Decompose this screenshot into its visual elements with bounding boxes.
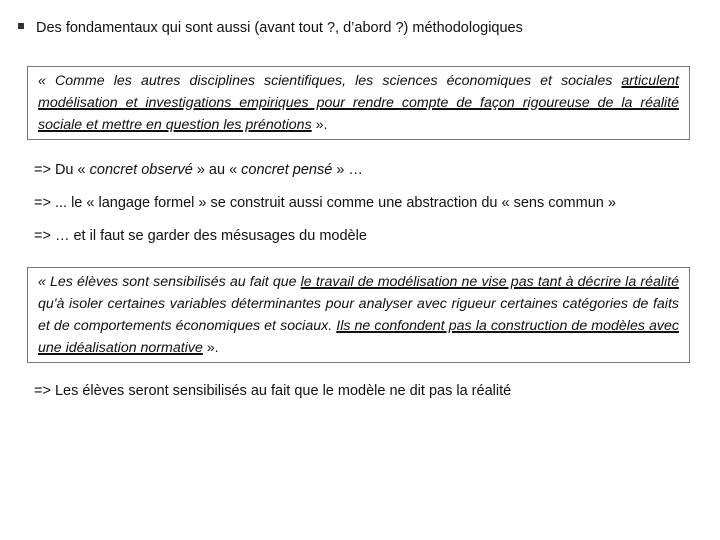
line-text-concret-observe: concret observé — [89, 162, 193, 178]
line-concret — [34, 162, 363, 178]
quote-box-2 — [27, 267, 690, 363]
title-text: Des fondamentaux qui sont aussi (avant tout ?, d’abord ?) méthodologiques — [36, 20, 523, 36]
line-text: » … — [332, 162, 363, 178]
line-text: » au « — [192, 162, 242, 178]
line-langage-formel: => ... le « langage formel » se construit aussi comme une abstraction du « sens commun » — [34, 195, 616, 211]
line-conclusion: => Les élèves seront sensibilisés au fait que le modèle ne dit pas la réalité — [34, 383, 512, 399]
underlined-text: le travail de modélisation ne vise pas tant à décrire la réalité — [300, 274, 679, 290]
line-text-concret-pense: concret pensé — [241, 162, 333, 178]
quote-text: « Comme les autres disciplines scientifiques, les sciences économiques et sociales — [38, 73, 622, 89]
quote-text: « Les élèves sont sensibilisés au fait que — [38, 274, 301, 290]
underlined-text: Ils ne confondent pas la construction de modèles avec une idéalisation normative — [38, 318, 679, 356]
line-text: => Du « — [34, 162, 90, 178]
bullet-icon — [18, 23, 24, 29]
slide-title — [18, 20, 523, 36]
quote-box-1 — [27, 66, 690, 140]
underlined-text: articulent modélisation et investigations empiriques pour rendre compte de façon rigoureuse de la réalité sociale et mettre en question les prénotions — [38, 73, 679, 133]
quote-text: qu'à isoler certaines variables déterminantes pour analyser avec rigueur certaines catégories de faits et de comportements économiques et sociaux. — [38, 296, 679, 334]
quote-text: ». — [202, 340, 219, 356]
line-mesusages: => … et il faut se garder des mésusages du modèle — [34, 228, 367, 244]
quote-text: ». — [311, 117, 328, 133]
